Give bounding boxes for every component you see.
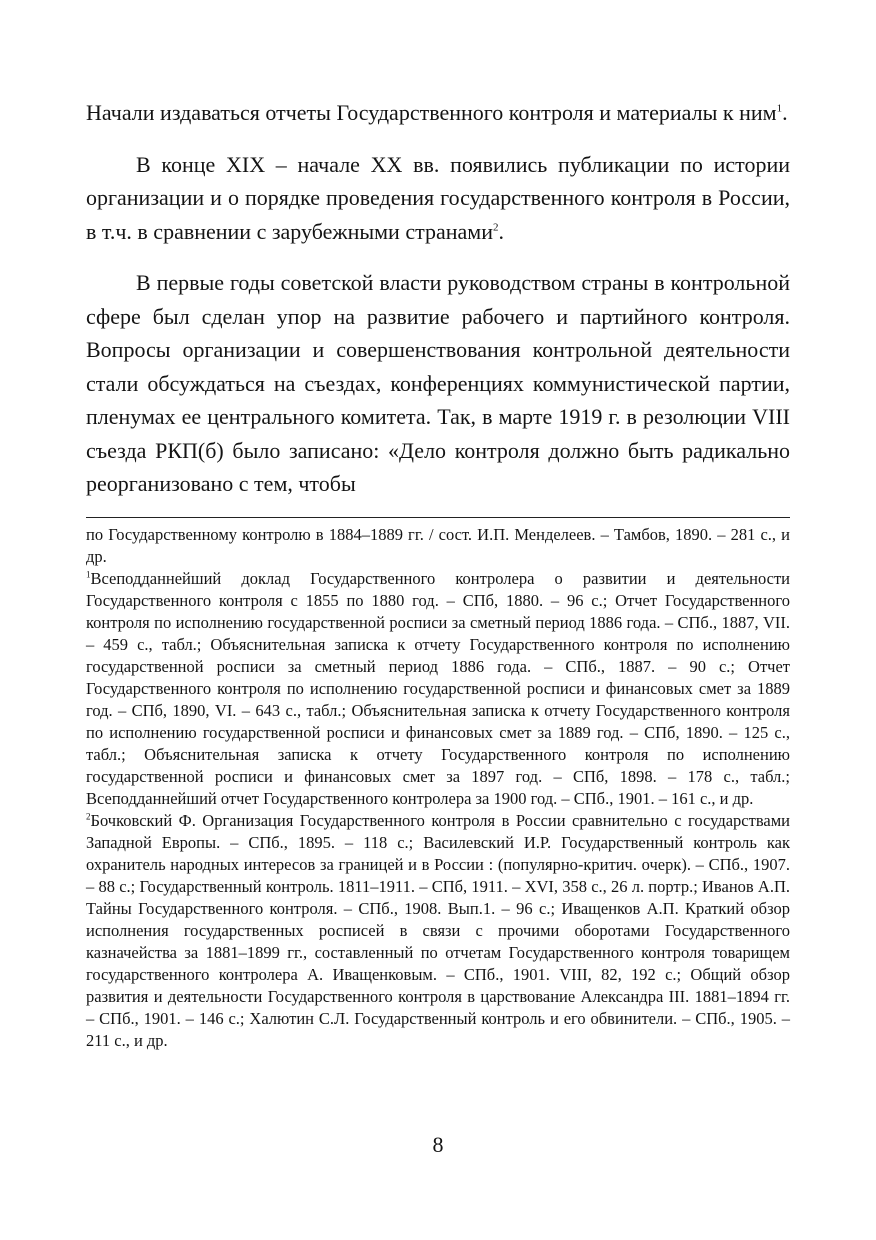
paragraph-1: Начали издаваться отчеты Государственного контроля и материалы к ним$^1$. <box>86 100 788 125</box>
paragraph-2: В конце XIX – начале XX вв. появились публикации по истории организации и о порядке проведения государственного контроля в России, в т.ч. в сравнении с зарубежными странами$^2$. <box>86 151 790 244</box>
page-number: 8 <box>432 1132 444 1157</box>
footnote-2-mark: 2 <box>86 811 91 822</box>
footnotes <box>86 524 790 1052</box>
main-text <box>86 96 790 501</box>
footnote-1-mark: 1 <box>86 569 91 580</box>
paragraph-3: В первые годы советской власти руководством страны в контрольной сфере был сделан упор на развитие рабочего и партийного контроля. Вопросы организации и совершенствования контрольной деятельности стали обсуждаться на съездах, конференциях коммунистической партии, пленумах ее центрального комитета. Так, в марте 1919 г. в резолюции VIII съезда РКП(б) было записано: «Дело контроля должно быть радикально реорганизовано с тем, чтобы <box>86 270 790 496</box>
footnote-2: $^2$Бочковский Ф. Организация Государственного контроля в России сравнительно с государствами Западной Европы. – СПб., 1895. – 118 с.; Василевский И.Р. Государственный контроль как охранитель народных интересов за границей и в России : (популярно-критич. очерк). – СПб., 1907. – 88 с.; Государственный контроль. 1811–1911. – СПб, 1911. – XVI, 358 с., 26 л. портр.; Иванов А.П. Тайны Государственного контроля. – СПб., 1908. Вып.1. – 96 с.; Иващенков А.П. Краткий обзор исполнения государственных росписей в связи с прочими оборотами Государственного казначейства за 1881–1899 гг., составленный по отчетам Государственного контроля товарищем государственного контролера А. Иващенковым. – СПб., 1901. VIII, 82, 192 с.; Общий обзор развития и деятельности Государственного контроля в царствование Александра III. 1881–1894 гг. – СПб., 1901. – 146 с.; Халютин С.Л. Государственный контроль и его обвинители. – СПб., 1905. – 211 с., и др. <box>86 811 790 1050</box>
footnote-1: $^1$Всеподданнейший доклад Государственного контролера о развитии и деятельности Государственного контроля с 1855 по 1880 год. – СПб, 1880. – 96 с.; Отчет Государственного контроля по исполнению государственной росписи за сметный период 1886 года. – СПб., 1887, VII. – 459 с., табл.; Объяснительная записка к отчету Государственного контроля по исполнению государственной росписи за сметный период 1886 года. – СПб., 1887. – 90 с.; Отчет Государственного контроля по исполнению государственной росписи и финансовых смет за 1889 год. – СПб, 1890, VI. – 643 с., табл.; Объяснительная записка к отчету Государственного контроля по исполнению государственной росписи и финансовых смет за 1889 год. – СПб, 1890. – 125 с., табл.; Объяснительная записка к отчету Государственного контроля по исполнению государственной росписи и финансовых смет за 1897 год. – СПб, 1898. – 178 с., табл.; Всеподданнейший отчет Государственного контролера за 1900 год. – СПб., 1901. – 161 с., и др. <box>86 569 790 808</box>
footnote-ref-2[interactable]: 2 <box>492 221 499 234</box>
footnote-ref-1[interactable]: 1 <box>776 102 783 115</box>
footnote-continuation: по Государственному контролю в 1884–1889 гг. / сост. И.П. Менделеев. – Тамбов, 1890. – 281 с., и др. <box>86 525 790 566</box>
footnote-divider <box>86 517 790 518</box>
